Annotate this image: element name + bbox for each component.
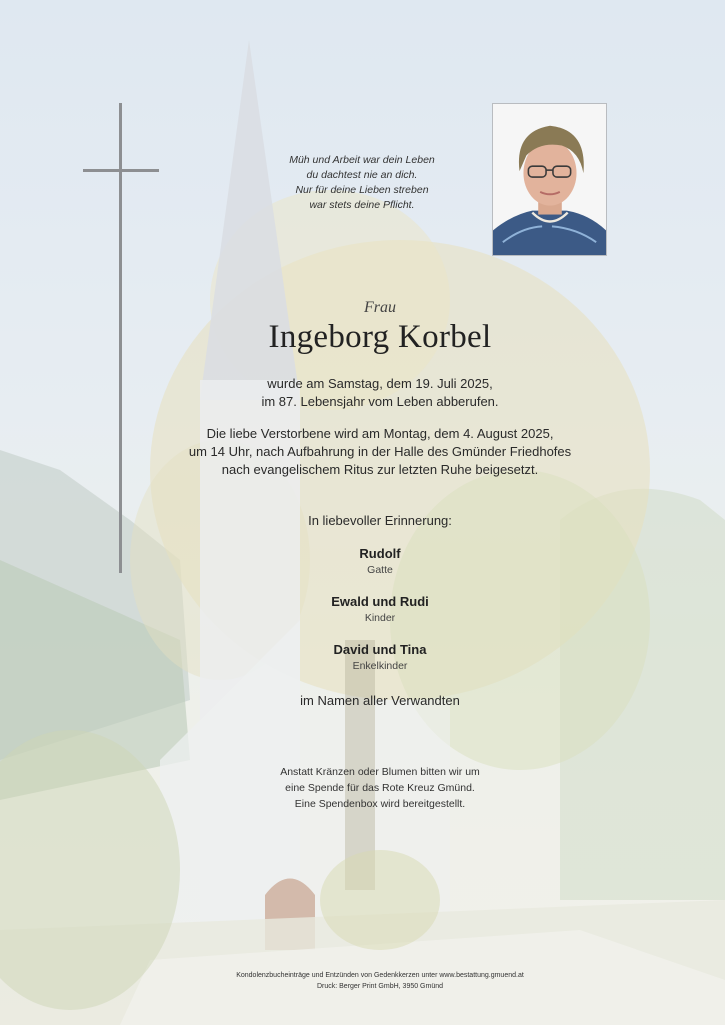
funeral-line: nach evangelischem Ritus zur letzten Ruhe beigesetzt. <box>221 462 539 477</box>
poem-line: du dachtest nie an dich. <box>306 169 418 181</box>
funeral-details <box>0 425 725 479</box>
poem <box>262 153 462 213</box>
donation-note <box>0 764 725 812</box>
funeral-line: Die liebe Verstorbene wird am Montag, dem 4. August 2025, <box>206 426 554 441</box>
funeral-line: um 14 Uhr, nach Aufbahrung in der Halle des Gmünder Friedhofes <box>188 444 572 459</box>
death-notice <box>0 375 725 411</box>
footer-line: Druck: Berger Print GmbH, 3950 Gmünd <box>316 983 444 990</box>
death-notice-line: im 87. Lebensjahr vom Leben abberufen. <box>261 394 499 409</box>
deceased-name: Ingeborg Korbel <box>268 319 492 355</box>
portrait-photo <box>492 103 607 256</box>
footer-line: Kondolenzbucheinträge und Entzünden von Gedenkkerzen unter www.bestattung.gmuend.at <box>236 972 524 979</box>
death-notice-line: wurde am Samstag, dem 19. Juli 2025, <box>267 376 493 391</box>
relatives-note: im Namen aller Verwandten <box>300 693 460 708</box>
mourner-name: Ewald und Rudi <box>331 594 429 609</box>
salutation: Frau <box>364 299 396 316</box>
cross-icon-bar <box>83 169 159 172</box>
donation-line: Anstatt Kränzen oder Blumen bitten wir um <box>280 766 480 778</box>
mourner-role: Enkelkinder <box>352 660 408 672</box>
poem-line: Müh und Arbeit war dein Leben <box>289 154 435 166</box>
mourner-role: Gatte <box>367 564 393 576</box>
mourner-group <box>0 641 725 673</box>
poem-line: war stets deine Pflicht. <box>309 199 415 211</box>
mourner-group <box>0 593 725 625</box>
mourner-role: Kinder <box>364 612 396 624</box>
footer <box>0 970 725 992</box>
remembrance-intro: In liebevoller Erinnerung: <box>308 513 452 528</box>
mourner-group <box>0 545 725 577</box>
donation-line: Eine Spendenbox wird bereitgestellt. <box>294 798 466 810</box>
mourner-name: David und Tina <box>333 642 427 657</box>
poem-line: Nur für deine Lieben streben <box>295 184 429 196</box>
donation-line: eine Spende für das Rote Kreuz Gmünd. <box>285 782 475 794</box>
mourner-name: Rudolf <box>359 546 401 561</box>
